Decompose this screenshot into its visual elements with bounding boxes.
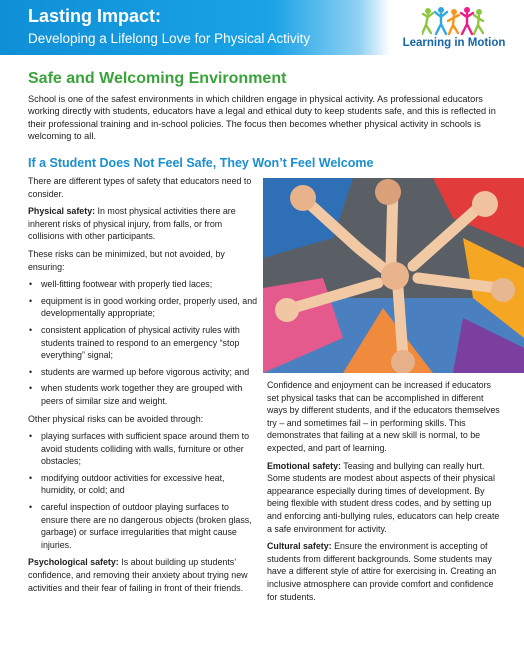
confidence-paragraph: Confidence and enjoyment can be increased if educators set physical tasks that can be accomplished in different ways by different students, and if the educators themselves try – and sometimes fail – in performing skills. This demonstrates that failing at a new skill is normal, to be expected, and part of learning.	[267, 380, 500, 453]
other-risk-list	[28, 430, 258, 551]
learning-in-motion-logo	[398, 6, 510, 54]
right-column	[267, 379, 501, 608]
cultural-safety-text: Ensure the environment is accepting of students from different backgrounds. Some students may have a different style of attire for exercising in. Creating an inclusive atmosphere can provide comfort and confidence for students.	[267, 541, 497, 602]
risk-list	[28, 278, 258, 407]
psychological-safety-lead: Psychological safety:	[28, 557, 119, 568]
list-item: • students are warmed up before vigorous activity; and	[28, 366, 258, 379]
other-risks-paragraph: Other physical risks can be avoided through:	[28, 413, 204, 424]
safety-intro: There are different types of safety that educators need to consider.	[28, 176, 252, 199]
emotional-safety-paragraph	[267, 460, 501, 536]
cultural-safety-paragraph	[267, 540, 501, 603]
risks-paragraph: These risks can be minimized, but not avoided, by ensuring:	[28, 248, 225, 272]
physical-safety-text: In most physical activities there are inherent risks of physical injury, from falls, or from collisions with other participants.	[28, 206, 236, 242]
list-item: • equipment is in good working order, properly used, and developmentally appropriate;	[28, 295, 258, 320]
list-item: • modifying outdoor activities for excessive heat, humidity, or cold; and	[28, 472, 258, 497]
document-subtitle: Developing a Lifelong Love for Physical Activity	[28, 31, 311, 46]
logo-wordmark: Learning in Motion	[402, 37, 506, 49]
students-huddle-illustration	[263, 178, 524, 373]
physical-safety-lead: Physical safety:	[28, 206, 96, 217]
emotional-safety-text: Teasing and bullying can really hurt. Some students are modest about aspects of their physical appearance especially during times of development. By being flexible with student dress codes, and by setting up and enforcing anti-bullying rules, educators can help create a safe environment for activity.	[267, 460, 500, 534]
list-item: • well-fitting footwear with properly tied laces;	[28, 278, 258, 291]
list-item: • playing surfaces with sufficient space around them to avoid students colliding with walls, furniture or other obstacles;	[28, 430, 258, 468]
physical-safety-paragraph	[28, 205, 258, 243]
intro-paragraph: School is one of the safest environments in which children engage in physical activity. As professional educators working directly with students, educators have a legal and ethical duty to keep students safe, and this is reflected in their professional training and in-school policies. The focus then becomes whether physical activity in schools is welcoming to all.	[28, 94, 496, 142]
students-photo	[263, 178, 524, 373]
list-item: • careful inspection of outdoor playing surfaces to ensure there are no dangerous objects (broken glass, garbage) or surface irregularities that might cause injuries.	[28, 501, 258, 551]
cultural-safety-lead: Cultural safety:	[267, 541, 332, 552]
psychological-safety-paragraph	[28, 556, 258, 594]
list-item: • when students work together they are grouped with peers of similar size and weight.	[28, 382, 258, 407]
header-banner	[0, 0, 390, 55]
psychological-safety-text: Is about building up students’ confidence, and removing their anxiety about trying new activities and their fear of failing in front of their friends.	[28, 557, 248, 593]
left-column	[28, 175, 258, 599]
document-title: Lasting Impact:	[28, 6, 162, 26]
subheading: If a Student Does Not Feel Safe, They Won’t Feel Welcome	[28, 156, 374, 170]
emotional-safety-lead: Emotional safety:	[267, 460, 341, 471]
list-item: • consistent application of physical activity rules with students trained to respond to an emergency “stop everything” signal;	[28, 324, 258, 362]
dancing-figures-icon	[422, 6, 484, 36]
section-title: Safe and Welcoming Environment	[28, 70, 287, 87]
